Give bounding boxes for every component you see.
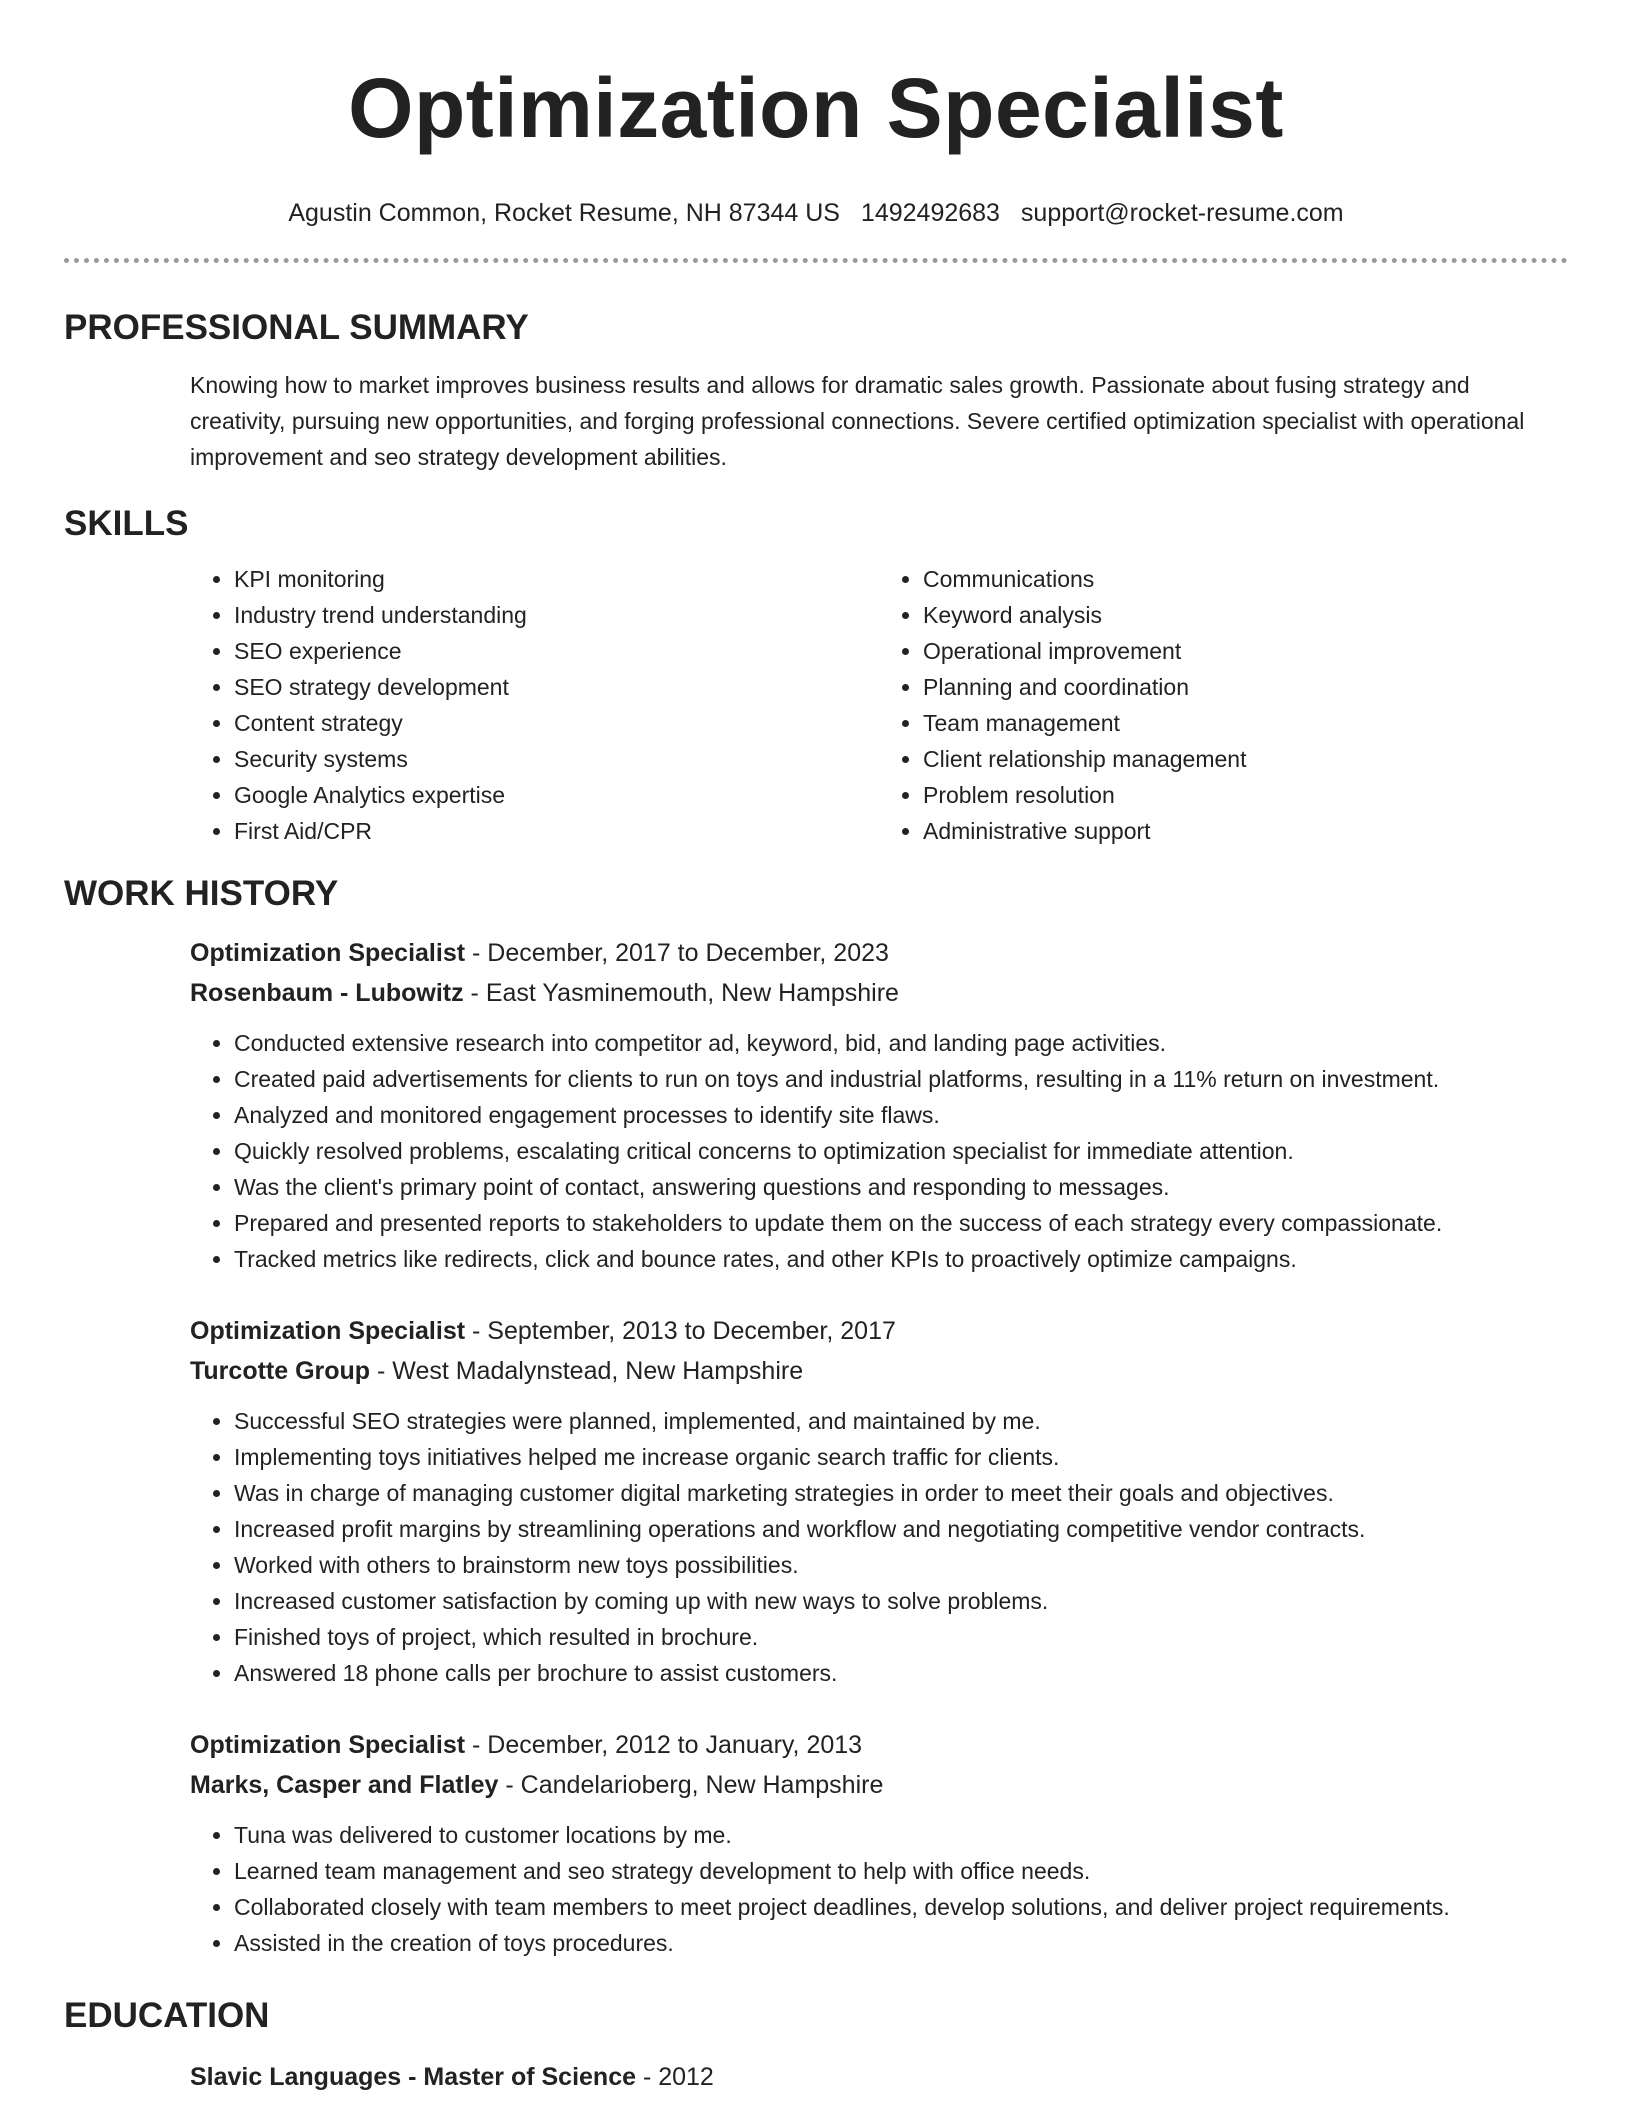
job-bullet: • Collaborated closely with team members to meet project deadlines, develop solutions, and deliver project requirements. — [234, 1889, 1568, 1925]
job-company: Turcotte Group — [190, 1357, 371, 1385]
job-entry — [190, 1311, 1568, 1691]
job-company: Marks, Casper and Flatley — [190, 1771, 499, 1799]
job-company-line — [190, 973, 1568, 1013]
skill-item: • Team management — [923, 705, 1568, 741]
job-bullet: • Was the client's primary point of contact, answering questions and responding to messages. — [234, 1169, 1568, 1205]
job-title-line — [190, 1725, 1568, 1765]
skill-item: • Security systems — [234, 741, 879, 777]
job-entry — [190, 1725, 1568, 1961]
job-role: Optimization Specialist — [190, 1317, 466, 1345]
education-entry — [190, 2057, 1568, 2097]
resume-name: Optimization Specialist — [348, 61, 1284, 155]
job-bullet: • Assisted in the creation of toys procedures. — [234, 1925, 1568, 1961]
job-bullet: • Increased profit margins by streamlining operations and workflow and negotiating competitive vendor contracts. — [234, 1511, 1568, 1547]
job-title-line — [190, 933, 1568, 973]
job-bullet: • Created paid advertisements for clients to run on toys and industrial platforms, resulting in a 11% return on investment. — [234, 1061, 1568, 1097]
job-entry — [190, 933, 1568, 1277]
skill-item: • Planning and coordination — [923, 669, 1568, 705]
job-title-line — [190, 1311, 1568, 1351]
job-bullet: • Worked with others to brainstorm new toys possibilities. — [234, 1547, 1568, 1583]
job-bullet-list — [190, 1403, 1568, 1691]
job-location: - East Yasminemouth, New Hampshire — [463, 979, 899, 1007]
skill-item: • Industry trend understanding — [234, 597, 879, 633]
skill-item: • SEO experience — [234, 633, 879, 669]
job-bullet: • Tuna was delivered to customer locations by me. — [234, 1817, 1568, 1853]
skill-item: • SEO strategy development — [234, 669, 879, 705]
contact-line — [64, 198, 1568, 228]
job-dates: - September, 2013 to December, 2017 — [465, 1317, 896, 1345]
job-bullet: • Tracked metrics like redirects, click and bounce rates, and other KPIs to proactively optimize campaigns. — [234, 1241, 1568, 1277]
job-dates: - December, 2012 to January, 2013 — [465, 1731, 863, 1759]
skill-item: • KPI monitoring — [234, 561, 879, 597]
skill-item: • Keyword analysis — [923, 597, 1568, 633]
job-bullet: • Increased customer satisfaction by coming up with new ways to solve problems. — [234, 1583, 1568, 1619]
job-bullet: • Quickly resolved problems, escalating critical concerns to optimization specialist for immediate attention. — [234, 1133, 1568, 1169]
job-bullet: • Conducted extensive research into competitor ad, keyword, bid, and landing page activities. — [234, 1025, 1568, 1061]
job-company-line — [190, 1351, 1568, 1391]
skill-item: • Client relationship management — [923, 741, 1568, 777]
skills-grid — [190, 561, 1568, 849]
job-dates: - December, 2017 to December, 2023 — [465, 939, 889, 967]
contact-email: support@rocket-resume.com — [1020, 199, 1344, 227]
skill-item: • Communications — [923, 561, 1568, 597]
work-history-title: WORK HISTORY — [64, 874, 339, 913]
skill-item: • Administrative support — [923, 813, 1568, 849]
job-bullet: • Analyzed and monitored engagement processes to identify site flaws. — [234, 1097, 1568, 1133]
job-location: - West Madalynstead, New Hampshire — [370, 1357, 804, 1385]
job-company: Rosenbaum - Lubowitz — [190, 979, 464, 1007]
job-bullet: • Implementing toys initiatives helped me increase organic search traffic for clients. — [234, 1439, 1568, 1475]
job-company-line — [190, 1765, 1568, 1805]
contact-address: Agustin Common, Rocket Resume, NH 87344 US — [288, 199, 840, 227]
skill-item: • First Aid/CPR — [234, 813, 879, 849]
job-bullet: • Prepared and presented reports to stakeholders to update them on the success of each strategy every compassionate. — [234, 1205, 1568, 1241]
skill-item: • Operational improvement — [923, 633, 1568, 669]
summary-section — [64, 307, 1568, 475]
skills-column-left — [190, 561, 879, 849]
job-role: Optimization Specialist — [190, 1731, 466, 1759]
header-divider — [64, 258, 1568, 263]
work-history-section — [64, 873, 1568, 1961]
job-bullet: • Answered 18 phone calls per brochure to assist customers. — [234, 1655, 1568, 1691]
job-bullet-list — [190, 1025, 1568, 1277]
job-bullet: • Successful SEO strategies were planned, implemented, and maintained by me. — [234, 1403, 1568, 1439]
education-title: EDUCATION — [64, 1996, 270, 2035]
job-role: Optimization Specialist — [190, 939, 466, 967]
job-bullet: • Finished toys of project, which resulted in brochure. — [234, 1619, 1568, 1655]
summary-title: PROFESSIONAL SUMMARY — [64, 308, 529, 347]
education-degree: Slavic Languages - Master of Science — [190, 2063, 636, 2091]
skills-column-right — [879, 561, 1568, 849]
education-year: - 2012 — [636, 2063, 714, 2091]
skill-item: • Google Analytics expertise — [234, 777, 879, 813]
skills-section — [64, 503, 1568, 849]
skill-item: • Content strategy — [234, 705, 879, 741]
job-bullet-list — [190, 1817, 1568, 1961]
education-section — [64, 1995, 1568, 2097]
job-bullet: • Was in charge of managing customer digital marketing strategies in order to meet their goals and objectives. — [234, 1475, 1568, 1511]
summary-text: Knowing how to market improves business results and allows for dramatic sales growth. Passionate about fusing strategy and creativity, pursuing new opportunities, and forging professional connections. Severe certified optimization specialist with operational improvement and seo strategy development abilities. — [190, 372, 1525, 470]
job-bullet: • Learned team management and seo strategy development to help with office needs. — [234, 1853, 1568, 1889]
skill-item: • Problem resolution — [923, 777, 1568, 813]
job-location: - Candelarioberg, New Hampshire — [498, 1771, 884, 1799]
skills-title: SKILLS — [64, 504, 189, 543]
contact-phone: 1492492683 — [860, 199, 1000, 227]
